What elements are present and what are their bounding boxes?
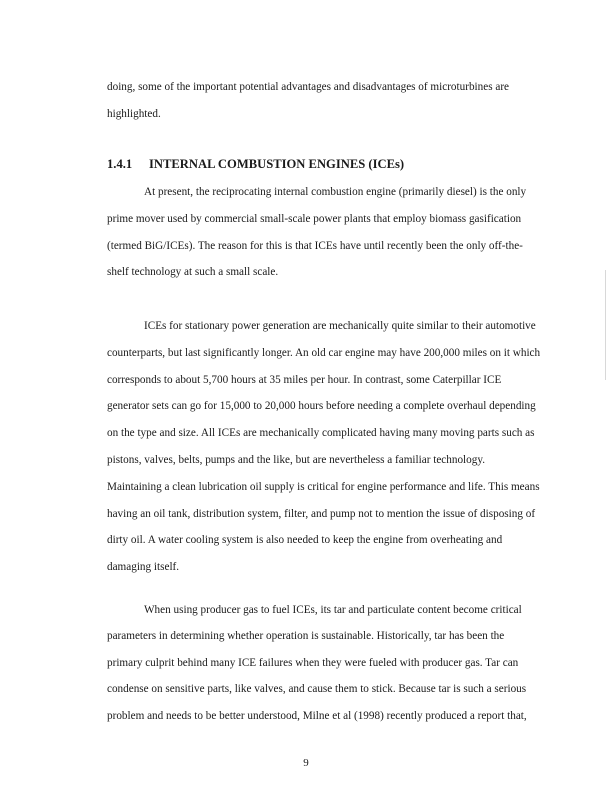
p3-line-1: When using producer gas to fuel ICEs, its tar and particulate content become critical bbox=[144, 604, 522, 616]
p2-line-8: having an oil tank, distribution system, filter, and pump not to mention the issue of disposing of bbox=[107, 508, 536, 520]
p2-line-5: on the type and size. All ICEs are mechanically complicated having many moving parts such as bbox=[107, 427, 535, 439]
p3-line-2: parameters in determining whether operation is sustainable. Historically, tar has been the bbox=[107, 630, 505, 642]
intro-line-1: doing, some of the important potential advantages and disadvantages of microturbines are bbox=[107, 81, 510, 93]
p2-line-1: ICEs for stationary power generation are mechanically quite similar to their automotive bbox=[144, 320, 536, 332]
scan-edge-mark bbox=[605, 270, 606, 380]
p2-line-4: generator sets can go for 15,000 to 20,000 hours before needing a complete overhaul depending bbox=[107, 400, 536, 412]
p2-line-6: pistons, valves, belts, pumps and the like, but are nevertheless a familiar technology. bbox=[107, 454, 485, 466]
p2-line-2: counterparts, but last significantly longer. An old car engine may have 200,000 miles on it which bbox=[107, 347, 541, 359]
p1-line-3: (termed BiG/ICEs). The reason for this is that ICEs have until recently been the only off-the- bbox=[107, 240, 523, 252]
section-number: 1.4.1 bbox=[107, 157, 133, 171]
intro-line-2: highlighted. bbox=[107, 108, 161, 120]
section-title: INTERNAL COMBUSTION ENGINES (ICEs) bbox=[149, 157, 405, 171]
p2-line-9: dirty oil. A water cooling system is also needed to keep the engine from overheating and bbox=[107, 534, 503, 546]
p2-line-7: Maintaining a clean lubrication oil supply is critical for engine performance and life. This means bbox=[107, 481, 540, 493]
p3-line-5: problem and needs to be better understood, Milne et al (1998) recently produced a report that, bbox=[107, 710, 527, 722]
section-heading bbox=[107, 157, 404, 172]
page-number: 9 bbox=[303, 757, 309, 769]
p1-line-1: At present, the reciprocating internal combustion engine (primarily diesel) is the only bbox=[144, 186, 527, 198]
p1-line-4: shelf technology at such a small scale. bbox=[107, 266, 279, 278]
p3-line-4: condense on sensitive parts, like valves, and cause them to stick. Because tar is such a serious bbox=[107, 683, 527, 695]
p2-line-10: damaging itself. bbox=[107, 561, 180, 573]
p3-line-3: primary culprit behind many ICE failures when they were fueled with producer gas. Tar can bbox=[107, 657, 519, 669]
p1-line-2: prime mover used by commercial small-scale power plants that employ biomass gasification bbox=[107, 213, 522, 225]
p2-line-3: corresponds to about 5,700 hours at 35 miles per hour. In contrast, some Caterpillar ICE bbox=[107, 374, 502, 386]
